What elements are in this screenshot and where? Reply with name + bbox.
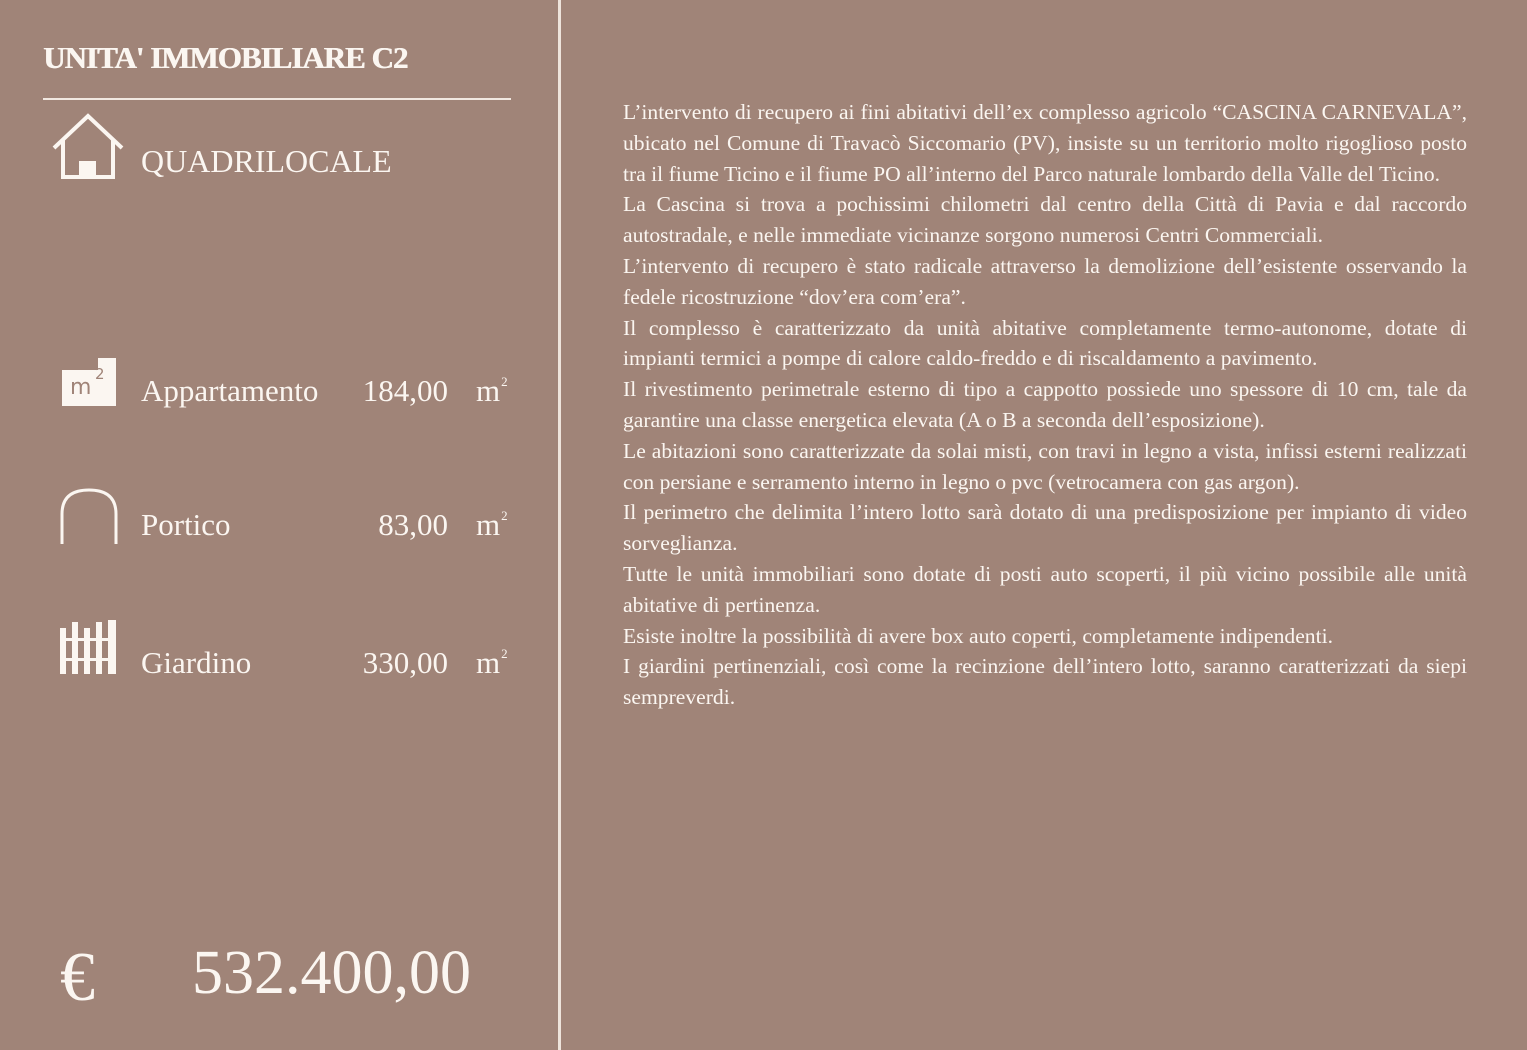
description-paragraph: Il complesso è caratterizzato da unità abitative completamente termo-autonome, dotate di impianti termici a pompe di calore caldo-freddo e di riscaldamento a pavimento. [623,315,1467,371]
arch-icon [58,486,120,548]
unit-title: UNITA' IMMOBILIARE C2 [43,40,408,75]
euro-icon: € [60,939,95,1016]
square-meter-icon [58,354,120,416]
area-label-portico: Portico [141,507,231,542]
unit-type-label: QUADRILOCALE [141,143,392,179]
description-paragraph: Tutte le unità immobiliari sono dotate di posti auto scoperti, il più vicino possibile alle unità abitative di pertinenza. [623,561,1467,617]
description-paragraph: L’intervento di recupero è stato radicale attraverso la demolizione dell’esistente osservando la fedele ricostruzione “dov’era com’era”. [623,253,1467,309]
description-paragraph: Esiste inoltre la possibilità di avere box auto coperti, completamente indipendenti. [623,623,1333,648]
area-value-giardino: 330,00 [362,645,448,680]
area-unit-portico: $m^2$ [476,507,508,542]
description-paragraph: Le abitazioni sono caratterizzate da solai misti, con travi in legno a vista, infissi esterni realizzati con persiane e serramento interno in legno o pvc (vetrocamera con gas argon). [623,438,1467,494]
unit-summary-panel [0,0,558,1050]
area-unit-giardino: $m^2$ [476,645,508,680]
title-underline [43,98,511,100]
svg-text:2: 2 [95,365,105,383]
fence-icon [58,618,120,680]
area-unit-appartamento: $m^2$ [476,373,508,408]
description-paragraph: La Cascina si trova a pochissimi chilometri dal centro della Città di Pavia e dal raccordo autostradale, e nelle immediate vicinanze sorgono numerosi Centri Commerciali. [623,192,1467,248]
description-paragraph: Il perimetro che delimita l’intero lotto sarà dotato di una predisposizione per impianto di video sorveglianza. [623,500,1467,556]
description-paragraph: I giardini pertinenziali, così come la recinzione dell’intero lotto, saranno caratterizzati da siepi sempreverdi. [623,654,1467,710]
area-value-portico: 83,00 [378,507,448,542]
svg-text:m: m [70,375,92,400]
house-icon [50,110,126,182]
area-label-appartamento: Appartamento [141,373,319,408]
description-paragraph: Il rivestimento perimetrale esterno di tipo a cappotto possiede uno spessore di 10 cm, tale da garantire una classe energetica elevata (A o B a seconda dell’esposizione). [623,377,1467,432]
area-value-appartamento: 184,00 [362,373,448,408]
area-label-giardino: Giardino [141,645,252,680]
vertical-divider [558,0,561,1050]
description-text [623,97,1467,713]
description-paragraph: L’intervento di recupero ai fini abitativi dell’ex complesso agricolo “CASCINA CARNEVALA”, ubicato nel Comune di Travacò Siccomario (PV), insiste su un territorio molto rigoglioso posto tra il fiume Ticino e il fiume PO all’interno del Parco naturale lombardo della Valle del Ticino. [623,100,1467,186]
price-amount: 532.400,00 [192,939,471,1007]
